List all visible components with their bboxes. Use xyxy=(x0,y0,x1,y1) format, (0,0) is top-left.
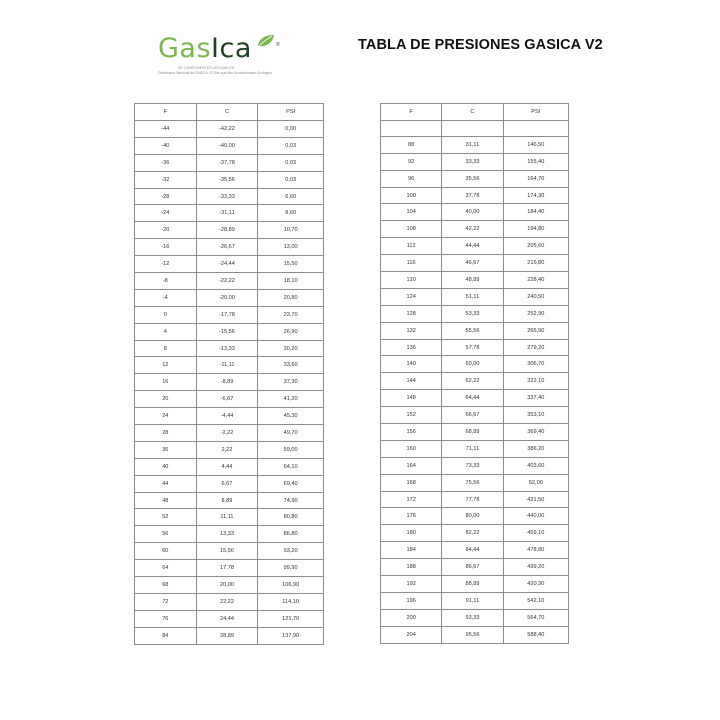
table-row xyxy=(381,356,569,373)
table-row xyxy=(381,238,569,255)
cell-f: 148 xyxy=(381,390,442,407)
cell-f: 100 xyxy=(381,187,442,204)
table-row xyxy=(135,610,324,627)
table-row xyxy=(135,458,324,475)
cell-psi: 564,70 xyxy=(503,609,568,626)
cell-f: 104 xyxy=(381,204,442,221)
cell-psi: 184,40 xyxy=(503,204,568,221)
column-header-f: F xyxy=(135,104,197,121)
cell-psi: 0,03 xyxy=(258,154,324,171)
cell-f: 12 xyxy=(135,357,197,374)
table-row xyxy=(381,305,569,322)
cell-c: 40,00 xyxy=(442,204,503,221)
cell-psi: 18,10 xyxy=(258,273,324,290)
cell-psi: 137,90 xyxy=(258,627,324,644)
cell-f: 52 xyxy=(135,509,197,526)
cell-f: 108 xyxy=(381,221,442,238)
cell-f: -28 xyxy=(135,188,197,205)
cell-f: 60 xyxy=(135,543,197,560)
cell-psi: 20,80 xyxy=(258,289,324,306)
cell-psi: 279,20 xyxy=(503,339,568,356)
cell-c: 57,78 xyxy=(442,339,503,356)
cell-psi: 440,00 xyxy=(503,508,568,525)
cell-psi: 459,10 xyxy=(503,525,568,542)
cell-f: 124 xyxy=(381,288,442,305)
cell-c: 46,67 xyxy=(442,255,503,272)
cell-psi: 49,70 xyxy=(258,425,324,442)
column-header-f: F xyxy=(381,104,442,121)
registered-mark: ® xyxy=(276,42,280,48)
cell-psi: 45,30 xyxy=(258,408,324,425)
cell-psi: 0,03 xyxy=(258,171,324,188)
cell-f: -16 xyxy=(135,239,197,256)
cell-psi: 155,40 xyxy=(503,153,568,170)
cell-c: 73,33 xyxy=(442,457,503,474)
table-row xyxy=(135,340,324,357)
cell-c: 68,89 xyxy=(442,424,503,441)
table-row xyxy=(381,322,569,339)
cell-f: 8 xyxy=(135,340,197,357)
table-row xyxy=(381,339,569,356)
cell-c: 88,89 xyxy=(442,576,503,593)
cell-psi: 421,50 xyxy=(503,491,568,508)
cell-psi: 37,30 xyxy=(258,374,324,391)
cell-psi: 33,60 xyxy=(258,357,324,374)
table-row xyxy=(135,526,324,543)
cell-c: 15,56 xyxy=(196,543,258,560)
table-row xyxy=(135,425,324,442)
table-row xyxy=(381,390,569,407)
table-row xyxy=(381,255,569,272)
cell-c: 11,11 xyxy=(196,509,258,526)
cell-c: 37,78 xyxy=(442,187,503,204)
cell-f: 72 xyxy=(135,593,197,610)
cell-f: 160 xyxy=(381,440,442,457)
cell-f: 40 xyxy=(135,458,197,475)
table-row xyxy=(381,457,569,474)
cell-f: 132 xyxy=(381,322,442,339)
cell-psi: 337,40 xyxy=(503,390,568,407)
logo-wordmark-gas: Gas xyxy=(158,33,212,64)
cell-c: 60,00 xyxy=(442,356,503,373)
cell-f: 28 xyxy=(135,425,197,442)
table-row xyxy=(135,543,324,560)
cell-c: 84,44 xyxy=(442,542,503,559)
cell-psi: 542,10 xyxy=(503,592,568,609)
table-row xyxy=(135,306,324,323)
column-header-psi: PSI xyxy=(258,104,324,121)
cell-c: 17,78 xyxy=(196,560,258,577)
table-row xyxy=(135,154,324,171)
cell-psi: 478,80 xyxy=(503,542,568,559)
cell-c: 55,56 xyxy=(442,322,503,339)
pressure-table-right xyxy=(380,103,569,644)
cell-c: -37,78 xyxy=(196,154,258,171)
cell-c: -2,22 xyxy=(196,425,258,442)
table-row xyxy=(381,525,569,542)
table-row xyxy=(135,593,324,610)
table-row xyxy=(135,441,324,458)
cell-f: 44 xyxy=(135,475,197,492)
cell-c: -33,33 xyxy=(196,188,258,205)
cell-c: 93,33 xyxy=(442,609,503,626)
cell-c: -20,00 xyxy=(196,289,258,306)
cell-f: 144 xyxy=(381,373,442,390)
table-row xyxy=(381,272,569,289)
cell-psi: 23,70 xyxy=(258,306,324,323)
cell-f: 188 xyxy=(381,559,442,576)
cell-psi: 146,50 xyxy=(503,136,568,153)
cell-psi: 0,03 xyxy=(258,137,324,154)
cell-c: 66,67 xyxy=(442,407,503,424)
table-row xyxy=(135,323,324,340)
cell-f: 68 xyxy=(135,577,197,594)
cell-f: -40 xyxy=(135,137,197,154)
cell-f: 76 xyxy=(135,610,197,627)
cell-psi: 205,60 xyxy=(503,238,568,255)
column-header-psi: PSI xyxy=(503,104,568,121)
logo-wordmark-ica: Ica xyxy=(211,33,252,64)
cell-f: 24 xyxy=(135,408,197,425)
table-row xyxy=(381,424,569,441)
cell-psi: 74,90 xyxy=(258,492,324,509)
cell-f: 140 xyxy=(381,356,442,373)
cell-psi: 30,20 xyxy=(258,340,324,357)
table-row xyxy=(381,592,569,609)
cell-f: -12 xyxy=(135,256,197,273)
cell-f: 16 xyxy=(135,374,197,391)
table-row xyxy=(135,171,324,188)
table-row xyxy=(135,357,324,374)
table-row xyxy=(135,627,324,644)
cell-f: 180 xyxy=(381,525,442,542)
cell-psi: 228,40 xyxy=(503,272,568,289)
cell-c: 51,11 xyxy=(442,288,503,305)
cell-c: -22,22 xyxy=(196,273,258,290)
cell-psi: 216,80 xyxy=(503,255,568,272)
table-row xyxy=(135,289,324,306)
cell-f: 156 xyxy=(381,424,442,441)
cell-f: -8 xyxy=(135,273,197,290)
cell-c: 44,44 xyxy=(442,238,503,255)
table-row xyxy=(381,221,569,238)
cell-psi: 80,80 xyxy=(258,509,324,526)
cell-f: -24 xyxy=(135,205,197,222)
cell-c: 28,89 xyxy=(196,627,258,644)
cell-c: 91,11 xyxy=(442,592,503,609)
cell-psi: 93,20 xyxy=(258,543,324,560)
table-row xyxy=(381,576,569,593)
cell-c: 77,78 xyxy=(442,491,503,508)
pressure-table-left xyxy=(134,103,324,645)
cell-psi: 13,00 xyxy=(258,239,324,256)
table-row xyxy=(381,204,569,221)
pressure-table-right-body xyxy=(381,136,569,643)
cell-psi: 8,60 xyxy=(258,205,324,222)
cell-c: 86,67 xyxy=(442,559,503,576)
cell-psi: 403,60 xyxy=(503,457,568,474)
table-row xyxy=(381,373,569,390)
table-row xyxy=(135,509,324,526)
table-row xyxy=(135,475,324,492)
table-row xyxy=(381,559,569,576)
cell-c: -40,00 xyxy=(196,137,258,154)
cell-c: 2,22 xyxy=(196,441,258,458)
table-row xyxy=(381,170,569,187)
cell-c: -11,11 xyxy=(196,357,258,374)
cell-f: 136 xyxy=(381,339,442,356)
cell-psi: 499,20 xyxy=(503,559,568,576)
cell-c: -24,44 xyxy=(196,256,258,273)
cell-f: -20 xyxy=(135,222,197,239)
cell-c: 35,56 xyxy=(442,170,503,187)
cell-psi: 6,60 xyxy=(258,188,324,205)
cell-c: -42,22 xyxy=(196,121,258,138)
cell-f: 64 xyxy=(135,560,197,577)
cell-c: 82,22 xyxy=(442,525,503,542)
cell-f: 204 xyxy=(381,626,442,643)
table-row xyxy=(135,273,324,290)
table-row xyxy=(381,153,569,170)
cell-psi: 588,40 xyxy=(503,626,568,643)
cell-psi: 114,10 xyxy=(258,593,324,610)
cell-f: 112 xyxy=(381,238,442,255)
cell-f: 56 xyxy=(135,526,197,543)
logo-tagline-2: Distribuidor Nacional de GASICA: El Gas que Aire Acondicionado Ecológico xyxy=(158,71,272,75)
cell-c: 20,00 xyxy=(196,577,258,594)
cell-f: 172 xyxy=(381,491,442,508)
table-row xyxy=(135,222,324,239)
cell-psi: 121,70 xyxy=(258,610,324,627)
cell-psi: 99,90 xyxy=(258,560,324,577)
cell-f: 116 xyxy=(381,255,442,272)
table-row xyxy=(135,137,324,154)
leaf-icon xyxy=(256,34,276,48)
cell-psi: 106,90 xyxy=(258,577,324,594)
cell-c: 95,56 xyxy=(442,626,503,643)
table-row xyxy=(135,239,324,256)
logo-tagline-1: DE COMPONENTES APLICABLES xyxy=(178,66,235,70)
cell-psi: 64,10 xyxy=(258,458,324,475)
column-header-c: C xyxy=(196,104,258,121)
cell-c: 31,11 xyxy=(442,136,503,153)
cell-f: 196 xyxy=(381,592,442,609)
cell-f: 152 xyxy=(381,407,442,424)
table-spacer-row xyxy=(381,121,569,137)
table-row xyxy=(135,492,324,509)
cell-f: 36 xyxy=(135,441,197,458)
cell-psi: 41,20 xyxy=(258,391,324,408)
table-row xyxy=(135,121,324,138)
table-row xyxy=(381,474,569,491)
table-row xyxy=(135,256,324,273)
cell-psi: 26,90 xyxy=(258,323,324,340)
cell-c: -15,56 xyxy=(196,323,258,340)
table-row xyxy=(381,491,569,508)
table-row xyxy=(135,408,324,425)
cell-c: 62,22 xyxy=(442,373,503,390)
cell-f: -32 xyxy=(135,171,197,188)
table-row xyxy=(381,288,569,305)
table-row xyxy=(135,577,324,594)
cell-psi: 353,10 xyxy=(503,407,568,424)
logo-wordmark xyxy=(158,34,252,64)
cell-c: -28,89 xyxy=(196,222,258,239)
cell-c: -17,78 xyxy=(196,306,258,323)
cell-c: 64,44 xyxy=(442,390,503,407)
table-row xyxy=(381,136,569,153)
cell-f: 0 xyxy=(135,306,197,323)
cell-psi: 322,10 xyxy=(503,373,568,390)
cell-f: -4 xyxy=(135,289,197,306)
table-header-row xyxy=(381,104,569,121)
cell-c: 13,33 xyxy=(196,526,258,543)
cell-c: 75,56 xyxy=(442,474,503,491)
cell-psi: 174,30 xyxy=(503,187,568,204)
page-title: TABLA DE PRESIONES GASICA V2 xyxy=(358,37,603,53)
cell-c: 6,67 xyxy=(196,475,258,492)
cell-c: -6,67 xyxy=(196,391,258,408)
cell-f: 120 xyxy=(381,272,442,289)
cell-psi: 69,40 xyxy=(258,475,324,492)
cell-c: 71,11 xyxy=(442,440,503,457)
column-header-c: C xyxy=(442,104,503,121)
cell-f: -44 xyxy=(135,121,197,138)
cell-c: -13,33 xyxy=(196,340,258,357)
table-row xyxy=(135,374,324,391)
cell-psi: 10,70 xyxy=(258,222,324,239)
table-header-row xyxy=(135,104,324,121)
cell-psi: 386,20 xyxy=(503,440,568,457)
table-row xyxy=(135,188,324,205)
cell-psi: 240,50 xyxy=(503,288,568,305)
cell-f: 200 xyxy=(381,609,442,626)
cell-psi: 252,90 xyxy=(503,305,568,322)
cell-f: 164 xyxy=(381,457,442,474)
cell-psi: 420,30 xyxy=(503,576,568,593)
cell-f: -36 xyxy=(135,154,197,171)
cell-c: -35,56 xyxy=(196,171,258,188)
cell-f: 184 xyxy=(381,542,442,559)
cell-f: 192 xyxy=(381,576,442,593)
table-row xyxy=(381,440,569,457)
table-row xyxy=(381,187,569,204)
cell-c: 48,89 xyxy=(442,272,503,289)
table-row xyxy=(135,391,324,408)
cell-psi: 15,50 xyxy=(258,256,324,273)
cell-f: 4 xyxy=(135,323,197,340)
cell-f: 92 xyxy=(381,153,442,170)
cell-psi: 369,40 xyxy=(503,424,568,441)
cell-c: 53,33 xyxy=(442,305,503,322)
cell-psi: 59,00 xyxy=(258,441,324,458)
cell-f: 128 xyxy=(381,305,442,322)
cell-c: -31,11 xyxy=(196,205,258,222)
cell-f: 176 xyxy=(381,508,442,525)
table-row xyxy=(381,609,569,626)
cell-c: -4,44 xyxy=(196,408,258,425)
cell-psi: 52,00 xyxy=(503,474,568,491)
cell-psi: 164,70 xyxy=(503,170,568,187)
table-row xyxy=(135,205,324,222)
cell-f: 96 xyxy=(381,170,442,187)
cell-c: 4,44 xyxy=(196,458,258,475)
cell-c: -26,67 xyxy=(196,239,258,256)
cell-f: 48 xyxy=(135,492,197,509)
cell-c: 42,22 xyxy=(442,221,503,238)
cell-c: 8,89 xyxy=(196,492,258,509)
table-row xyxy=(381,542,569,559)
cell-c: -8,89 xyxy=(196,374,258,391)
table-row xyxy=(381,626,569,643)
cell-psi: 265,90 xyxy=(503,322,568,339)
cell-c: 24,44 xyxy=(196,610,258,627)
pressure-table-left-body xyxy=(135,121,324,645)
table-row xyxy=(381,407,569,424)
cell-f: 168 xyxy=(381,474,442,491)
table-row xyxy=(381,508,569,525)
cell-c: 33,33 xyxy=(442,153,503,170)
cell-f: 84 xyxy=(135,627,197,644)
cell-c: 22,22 xyxy=(196,593,258,610)
gasica-logo xyxy=(158,33,280,75)
cell-f: 20 xyxy=(135,391,197,408)
cell-psi: 0,00 xyxy=(258,121,324,138)
cell-psi: 306,70 xyxy=(503,356,568,373)
table-row xyxy=(135,560,324,577)
cell-c: 80,00 xyxy=(442,508,503,525)
cell-psi: 194,80 xyxy=(503,221,568,238)
cell-f: 88 xyxy=(381,136,442,153)
cell-psi: 86,80 xyxy=(258,526,324,543)
